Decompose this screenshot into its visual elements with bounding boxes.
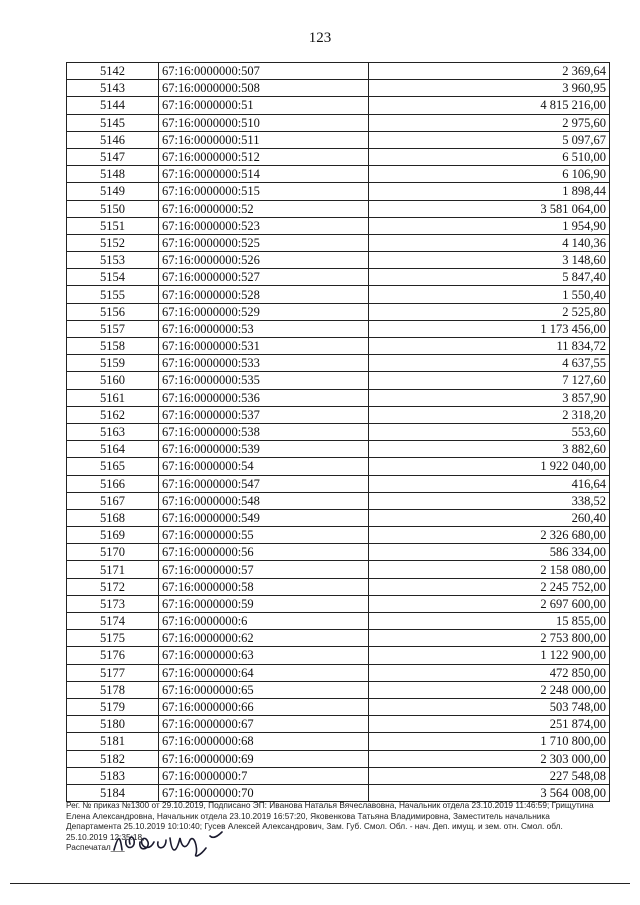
cadastral-number-cell: 67:16:0000000:54 (159, 458, 369, 475)
row-number-cell: 5157 (67, 320, 159, 337)
table-row (67, 664, 610, 681)
row-number-cell: 5171 (67, 561, 159, 578)
table-row (67, 647, 610, 664)
value-cell: 5 847,40 (369, 269, 610, 286)
cadastral-number-cell: 67:16:0000000:64 (159, 664, 369, 681)
cadastral-number-cell: 67:16:0000000:529 (159, 303, 369, 320)
row-number-cell: 5148 (67, 166, 159, 183)
value-cell: 2 245 752,00 (369, 578, 610, 595)
table-row (67, 492, 610, 509)
cadastral-number-cell: 67:16:0000000:514 (159, 166, 369, 183)
table-row (67, 183, 610, 200)
value-cell: 3 148,60 (369, 252, 610, 269)
row-number-cell: 5155 (67, 286, 159, 303)
cadastral-number-cell: 67:16:0000000:6 (159, 613, 369, 630)
value-cell: 1 898,44 (369, 183, 610, 200)
table-row (67, 458, 610, 475)
cadastral-number-cell: 67:16:0000000:525 (159, 234, 369, 251)
table-row (67, 63, 610, 80)
value-cell: 1 550,40 (369, 286, 610, 303)
cadastral-number-cell: 67:16:0000000:539 (159, 441, 369, 458)
row-number-cell: 5179 (67, 698, 159, 715)
row-number-cell: 5145 (67, 114, 159, 131)
value-cell: 553,60 (369, 423, 610, 440)
row-number-cell: 5172 (67, 578, 159, 595)
cadastral-number-cell: 67:16:0000000:507 (159, 63, 369, 80)
cadastral-number-cell: 67:16:0000000:538 (159, 423, 369, 440)
value-cell: 416,64 (369, 475, 610, 492)
cadastral-number-cell: 67:16:0000000:536 (159, 389, 369, 406)
row-number-cell: 5161 (67, 389, 159, 406)
row-number-cell: 5142 (67, 63, 159, 80)
value-cell: 2 525,80 (369, 303, 610, 320)
value-cell: 503 748,00 (369, 698, 610, 715)
value-cell: 11 834,72 (369, 338, 610, 355)
cadastral-number-cell: 67:16:0000000:69 (159, 750, 369, 767)
table-row (67, 475, 610, 492)
cadastral-number-cell: 67:16:0000000:53 (159, 320, 369, 337)
cadastral-number-cell: 67:16:0000000:63 (159, 647, 369, 664)
row-number-cell: 5181 (67, 733, 159, 750)
cadastral-number-cell: 67:16:0000000:56 (159, 544, 369, 561)
value-cell: 1 122 900,00 (369, 647, 610, 664)
table-row (67, 166, 610, 183)
printed-by-line: Распечатал___ (66, 842, 606, 853)
row-number-cell: 5151 (67, 217, 159, 234)
row-number-cell: 5176 (67, 647, 159, 664)
cadastral-number-cell: 67:16:0000000:548 (159, 492, 369, 509)
cadastral-number-cell: 67:16:0000000:7 (159, 767, 369, 784)
table-row (67, 423, 610, 440)
row-number-cell: 5167 (67, 492, 159, 509)
value-cell: 472 850,00 (369, 664, 610, 681)
table-row (67, 630, 610, 647)
row-number-cell: 5162 (67, 406, 159, 423)
row-number-cell: 5183 (67, 767, 159, 784)
cadastral-number-cell: 67:16:0000000:515 (159, 183, 369, 200)
bottom-rule (10, 883, 630, 884)
table-row (67, 750, 610, 767)
row-number-cell: 5169 (67, 527, 159, 544)
value-cell: 251 874,00 (369, 716, 610, 733)
value-cell: 227 548,08 (369, 767, 610, 784)
cadastral-number-cell: 67:16:0000000:508 (159, 80, 369, 97)
value-cell: 1 954,90 (369, 217, 610, 234)
table-row (67, 286, 610, 303)
cadastral-number-cell: 67:16:0000000:66 (159, 698, 369, 715)
row-number-cell: 5153 (67, 252, 159, 269)
value-cell: 2 975,60 (369, 114, 610, 131)
table-row (67, 613, 610, 630)
value-cell: 4 140,36 (369, 234, 610, 251)
table-row (67, 252, 610, 269)
row-number-cell: 5173 (67, 595, 159, 612)
value-cell: 3 564 008,00 (369, 784, 610, 801)
table-row (67, 561, 610, 578)
row-number-cell: 5143 (67, 80, 159, 97)
row-number-cell: 5154 (67, 269, 159, 286)
row-number-cell: 5168 (67, 509, 159, 526)
value-cell: 2 697 600,00 (369, 595, 610, 612)
value-cell: 260,40 (369, 509, 610, 526)
table-row (67, 544, 610, 561)
table-row (67, 527, 610, 544)
row-number-cell: 5150 (67, 200, 159, 217)
printed-label: Распечатал (66, 842, 111, 852)
value-cell: 6 106,90 (369, 166, 610, 183)
value-cell: 3 882,60 (369, 441, 610, 458)
table-row (67, 217, 610, 234)
table-row (67, 509, 610, 526)
value-cell: 2 753 800,00 (369, 630, 610, 647)
cadastral-number-cell: 67:16:0000000:58 (159, 578, 369, 595)
table-row (67, 338, 610, 355)
value-cell: 2 248 000,00 (369, 681, 610, 698)
table-row (67, 114, 610, 131)
table-row (67, 303, 610, 320)
cadastral-number-cell: 67:16:0000000:537 (159, 406, 369, 423)
value-cell: 6 510,00 (369, 148, 610, 165)
table-row (67, 716, 610, 733)
value-cell: 3 857,90 (369, 389, 610, 406)
cadastral-number-cell: 67:16:0000000:65 (159, 681, 369, 698)
cadastral-number-cell: 67:16:0000000:62 (159, 630, 369, 647)
row-number-cell: 5146 (67, 131, 159, 148)
value-cell: 2 326 680,00 (369, 527, 610, 544)
value-cell: 1 173 456,00 (369, 320, 610, 337)
page-number: 123 (308, 30, 332, 46)
cadastral-number-cell: 67:16:0000000:523 (159, 217, 369, 234)
cadastral-number-cell: 67:16:0000000:547 (159, 475, 369, 492)
cadastral-number-cell: 67:16:0000000:549 (159, 509, 369, 526)
table-row (67, 355, 610, 372)
cadastral-number-cell: 67:16:0000000:535 (159, 372, 369, 389)
table-row (67, 784, 610, 801)
row-number-cell: 5174 (67, 613, 159, 630)
value-cell: 2 318,20 (369, 406, 610, 423)
cadastral-number-cell: 67:16:0000000:70 (159, 784, 369, 801)
table-body (67, 63, 610, 802)
row-number-cell: 5177 (67, 664, 159, 681)
table-row (67, 733, 610, 750)
row-number-cell: 5164 (67, 441, 159, 458)
table-row (67, 320, 610, 337)
table-row (67, 389, 610, 406)
value-cell: 3 960,95 (369, 80, 610, 97)
row-number-cell: 5156 (67, 303, 159, 320)
row-number-cell: 5152 (67, 234, 159, 251)
table-row (67, 200, 610, 217)
row-number-cell: 5160 (67, 372, 159, 389)
row-number-cell: 5184 (67, 784, 159, 801)
table-row (67, 406, 610, 423)
value-cell: 1 922 040,00 (369, 458, 610, 475)
row-number-cell: 5147 (67, 148, 159, 165)
table-row (67, 681, 610, 698)
value-cell: 3 581 064,00 (369, 200, 610, 217)
value-cell: 4 637,55 (369, 355, 610, 372)
cadastral-number-cell: 67:16:0000000:511 (159, 131, 369, 148)
value-cell: 2 369,64 (369, 63, 610, 80)
table-row (67, 148, 610, 165)
cadastral-number-cell: 67:16:0000000:512 (159, 148, 369, 165)
table-row (67, 698, 610, 715)
row-number-cell: 5178 (67, 681, 159, 698)
value-cell: 2 303 000,00 (369, 750, 610, 767)
table-row (67, 234, 610, 251)
cadastral-number-cell: 67:16:0000000:67 (159, 716, 369, 733)
value-cell: 15 855,00 (369, 613, 610, 630)
table-row (67, 372, 610, 389)
e-signature-text: Рег. № приказ №1300 от 29.10.2019, Подписано ЭП: Иванова Наталья Вячеславовна, Начальник отдела 23.10.2019 11:46:59; Грищутина Елена Александровна, Начальник отдела 23.10.2019 16:57:20, Яковенкова Татьяна Владимировна, Заместитель начальника Департамента 25.10.2019 10:10:40; Гусев Алексей Александрович, Зам. Губ. Смол. Обл. - нач. Деп. имущ. и зем. отн. Смол. обл. 25.10.2019 12:35:18, (66, 800, 594, 842)
row-number-cell: 5180 (67, 716, 159, 733)
table-row (67, 767, 610, 784)
row-number-cell: 5165 (67, 458, 159, 475)
signature-footer (66, 800, 606, 853)
value-cell: 1 710 800,00 (369, 733, 610, 750)
table-row (67, 595, 610, 612)
cadastral-value-table (66, 62, 610, 802)
cadastral-number-cell: 67:16:0000000:51 (159, 97, 369, 114)
cadastral-number-cell: 67:16:0000000:52 (159, 200, 369, 217)
cadastral-number-cell: 67:16:0000000:527 (159, 269, 369, 286)
value-cell: 2 158 080,00 (369, 561, 610, 578)
cadastral-number-cell: 67:16:0000000:533 (159, 355, 369, 372)
value-cell: 7 127,60 (369, 372, 610, 389)
value-cell: 586 334,00 (369, 544, 610, 561)
cadastral-number-cell: 67:16:0000000:59 (159, 595, 369, 612)
cadastral-number-cell: 67:16:0000000:55 (159, 527, 369, 544)
cadastral-number-cell: 67:16:0000000:57 (159, 561, 369, 578)
row-number-cell: 5163 (67, 423, 159, 440)
value-cell: 5 097,67 (369, 131, 610, 148)
row-number-cell: 5159 (67, 355, 159, 372)
row-number-cell: 5149 (67, 183, 159, 200)
table-row (67, 131, 610, 148)
table-row (67, 441, 610, 458)
row-number-cell: 5144 (67, 97, 159, 114)
cadastral-number-cell: 67:16:0000000:510 (159, 114, 369, 131)
cadastral-number-cell: 67:16:0000000:68 (159, 733, 369, 750)
value-cell: 338,52 (369, 492, 610, 509)
row-number-cell: 5166 (67, 475, 159, 492)
value-cell: 4 815 216,00 (369, 97, 610, 114)
row-number-cell: 5175 (67, 630, 159, 647)
cadastral-number-cell: 67:16:0000000:526 (159, 252, 369, 269)
row-number-cell: 5182 (67, 750, 159, 767)
table-row (67, 80, 610, 97)
row-number-cell: 5170 (67, 544, 159, 561)
row-number-cell: 5158 (67, 338, 159, 355)
table-row (67, 269, 610, 286)
table-row (67, 578, 610, 595)
handwritten-signature (110, 828, 230, 858)
table-row (67, 97, 610, 114)
cadastral-number-cell: 67:16:0000000:531 (159, 338, 369, 355)
cadastral-number-cell: 67:16:0000000:528 (159, 286, 369, 303)
